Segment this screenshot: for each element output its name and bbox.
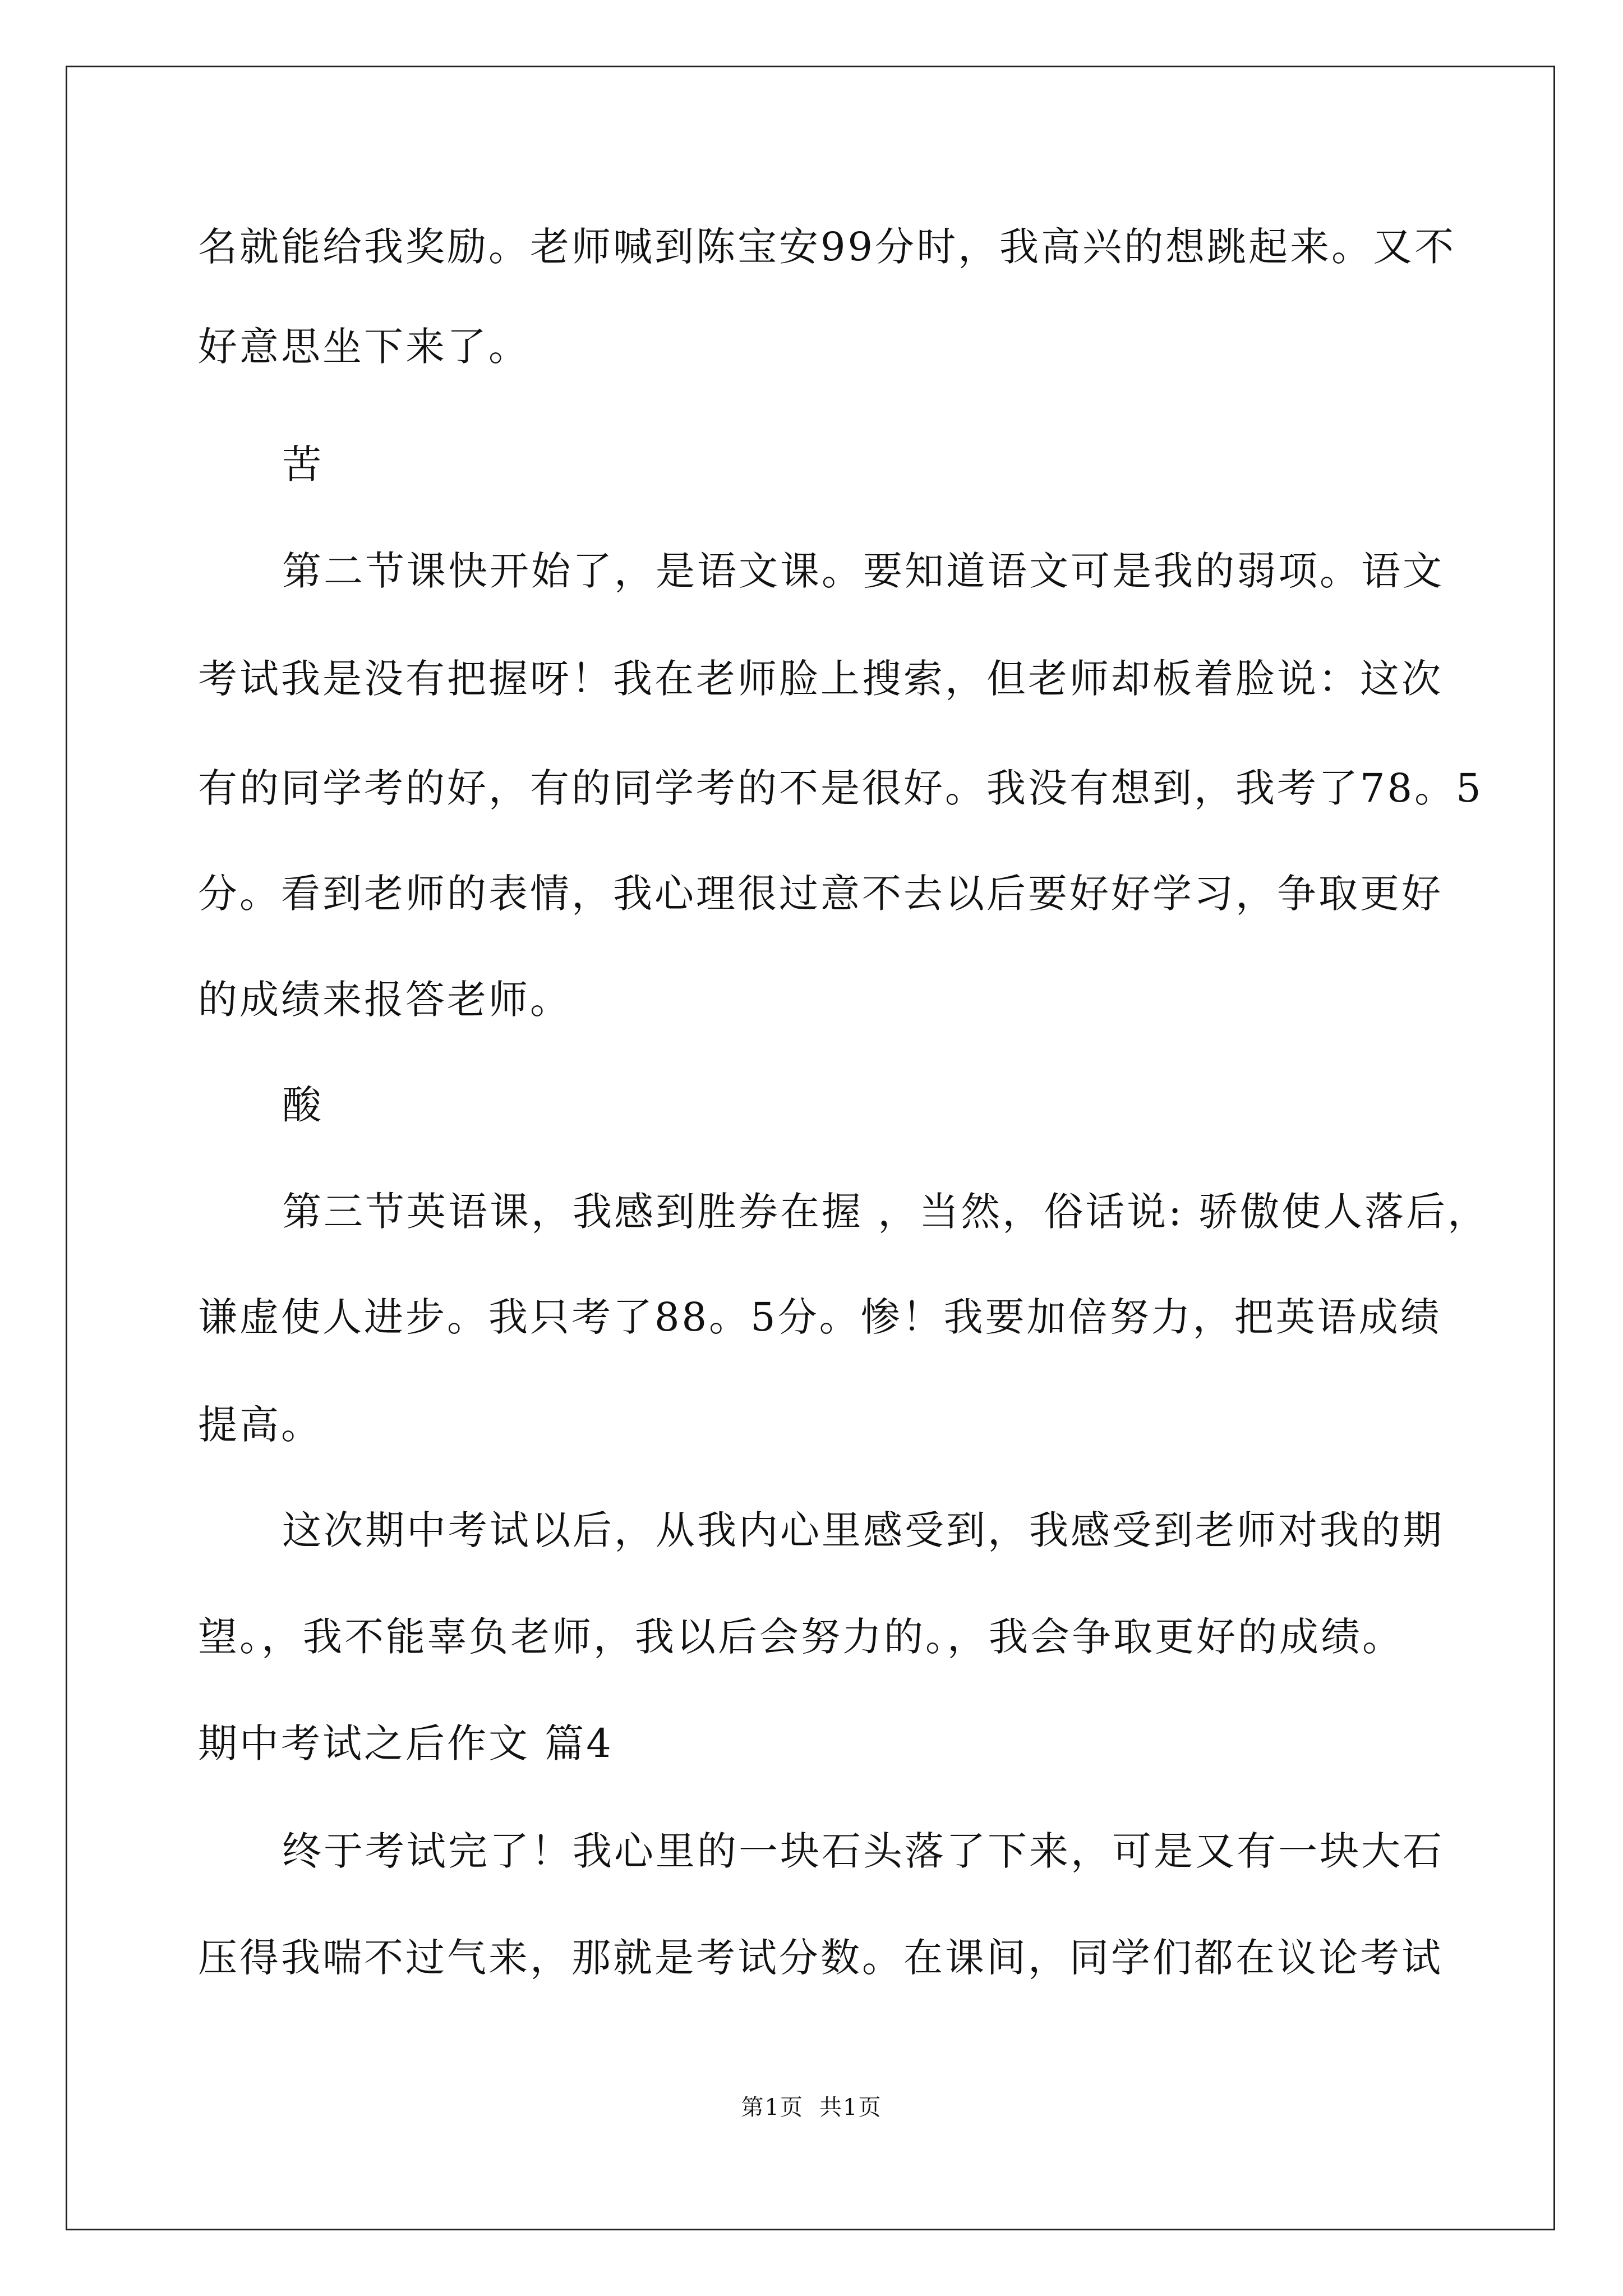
text-line: 这次期中考试以后，从我内心里感受到，我感受到老师对我的期 <box>282 1507 1444 1553</box>
page-number: 第1页 <box>741 2095 804 2120</box>
total-pages: 共1页 <box>819 2095 882 2120</box>
text-line: 终于考试完了！我心里的一块石头落了下来，可是又有一块大石 <box>282 1828 1444 1874</box>
text-line: 分。看到老师的表情，我心理很过意不去以后要好好学习，争取更好 <box>198 871 1443 917</box>
text-line: 提高。 <box>198 1402 322 1448</box>
section-heading: 苦 <box>282 441 324 487</box>
text-line: 名就能给我奖励。老师喊到陈宝安99分时，我高兴的想跳起来。又不 <box>198 224 1456 270</box>
text-line: 第二节课快开始了，是语文课。要知道语文可是我的弱项。语文 <box>282 548 1444 594</box>
text-line: 压得我喘不过气来，那就是考试分数。在课间，同学们都在议论考试 <box>198 1935 1443 1981</box>
article-heading: 期中考试之后作文 篇4 <box>198 1720 614 1766</box>
text-line: 好意思坐下来了。 <box>198 324 530 370</box>
text-line: 有的同学考的好，有的同学考的不是很好。我没有想到，我考了78。5 <box>198 765 1483 811</box>
text-line: 谦虚使人进步。我只考了88。5分。惨！我要加倍努力，把英语成绩 <box>198 1294 1442 1340</box>
page-border <box>66 66 1555 2230</box>
text-line: 望。，我不能辜负老师，我以后会努力的。，我会争取更好的成绩。 <box>198 1614 1404 1660</box>
page-footer <box>0 2093 1623 2122</box>
text-line: 考试我是没有把握呀！我在老师脸上搜索，但老师却板着脸说：这次 <box>198 656 1443 702</box>
section-heading: 酸 <box>282 1082 324 1128</box>
text-line: 第三节英语课，我感到胜券在握 ，当然，俗话说: 骄傲使人落后， <box>282 1189 1490 1235</box>
text-line: 的成绩来报答老师。 <box>198 977 571 1023</box>
